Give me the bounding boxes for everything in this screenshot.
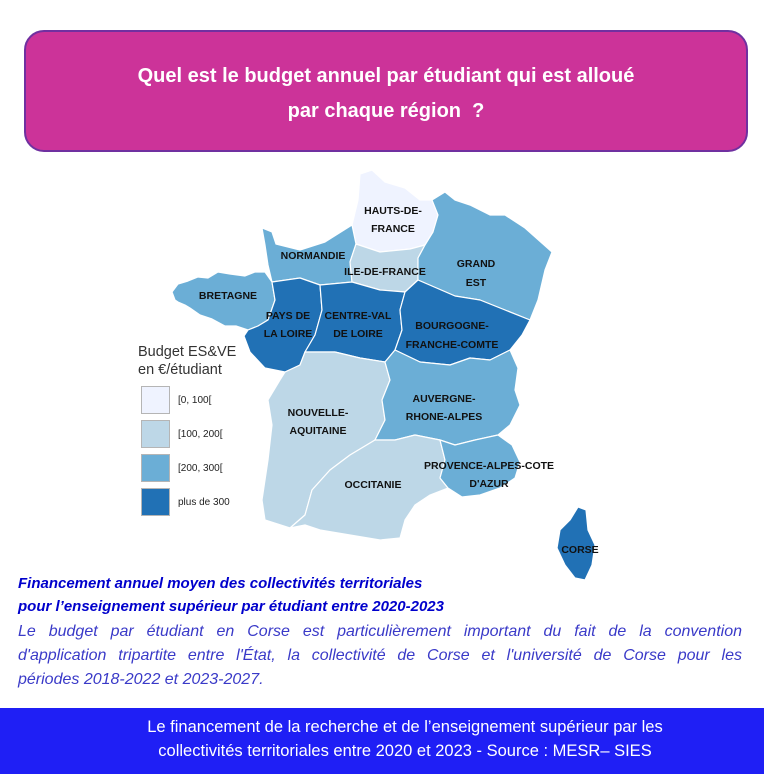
footer-line: collectivités territoriales entre 2020 et 2023 - Source : MESR– SIES xyxy=(158,742,652,760)
source-footer xyxy=(0,708,764,774)
legend-swatch xyxy=(141,386,170,414)
legend-title-line: en €/étudiant xyxy=(138,362,222,378)
region-label-provence-alpes-cote-d-azur: PROVENCE-ALPES-COTE xyxy=(423,460,555,472)
caption-body-line: d'application tripartite entre l'État, la collectivité de Corse et l'université de Corse pour les xyxy=(18,647,742,664)
region-label-hauts-de-france: FRANCE xyxy=(371,223,415,235)
legend-label: [0, 100[ xyxy=(178,394,212,406)
caption-heading-line: pour l’enseignement supérieur par étudiant entre 2020-2023 xyxy=(18,598,444,615)
region-label-auvergne-rhone-alpes: AUVERGNE- xyxy=(412,393,476,405)
region-label-provence-alpes-cote-d-azur: D'AZUR xyxy=(469,478,509,490)
legend-item xyxy=(141,454,341,482)
region-label-normandie: NORMANDIE xyxy=(280,250,346,262)
region-label-grand-est: GRAND xyxy=(456,258,496,270)
caption-body-line: périodes 2018-2022 et 2023-2027. xyxy=(18,671,264,688)
region-label-auvergne-rhone-alpes: RHONE-ALPES xyxy=(405,411,483,423)
region-label-ile-de-france: ILE-DE-FRANCE xyxy=(344,266,426,278)
caption-body xyxy=(18,620,742,692)
region-label-bretagne: BRETAGNE xyxy=(198,290,258,302)
page-title-line: Quel est le budget annuel par étudiant qui est alloué xyxy=(137,64,635,87)
legend-title xyxy=(138,343,236,379)
legend-swatch xyxy=(141,454,170,482)
region-label-centre-val-de-loire: DE LOIRE xyxy=(333,328,383,340)
legend-label: [100, 200[ xyxy=(178,428,223,440)
legend-title-line: Budget ES&VE xyxy=(138,344,237,360)
footer-line: Le financement de la recherche et de l’enseignement supérieur par les xyxy=(147,718,663,736)
legend-label: [200, 300[ xyxy=(178,462,223,474)
region-label-corse: CORSE xyxy=(561,544,599,556)
legend-item xyxy=(141,386,341,414)
legend-swatch xyxy=(141,420,170,448)
region-label-occitanie: OCCITANIE xyxy=(344,479,402,491)
region-label-bourgogne-franche-comte: FRANCHE-COMTE xyxy=(405,339,499,351)
title-banner xyxy=(24,30,748,152)
legend-item xyxy=(141,420,341,448)
legend-label: plus de 300 xyxy=(178,496,230,508)
region-label-pays-de-la-loire: PAYS DE xyxy=(265,310,311,322)
region-label-pays-de-la-loire: LA LOIRE xyxy=(263,328,313,340)
caption-heading-line: Financement annuel moyen des collectivités territoriales xyxy=(18,575,423,592)
legend-swatch xyxy=(141,488,170,516)
region-label-nouvelle-aquitaine: NOUVELLE- xyxy=(287,407,349,419)
region-label-nouvelle-aquitaine: AQUITAINE xyxy=(289,425,347,437)
page-title-line: par chaque région ? xyxy=(287,99,485,122)
caption-body-line: Le budget par étudiant en Corse est particulièrement important du fait de la convention xyxy=(18,623,742,640)
region-label-bourgogne-franche-comte: BOURGOGNE- xyxy=(415,320,489,332)
legend-item xyxy=(141,488,341,516)
caption-block xyxy=(18,572,742,692)
region-label-hauts-de-france: HAUTS-DE- xyxy=(364,205,422,217)
region-label-grand-est: EST xyxy=(465,277,487,289)
region-label-centre-val-de-loire: CENTRE-VAL xyxy=(324,310,392,322)
